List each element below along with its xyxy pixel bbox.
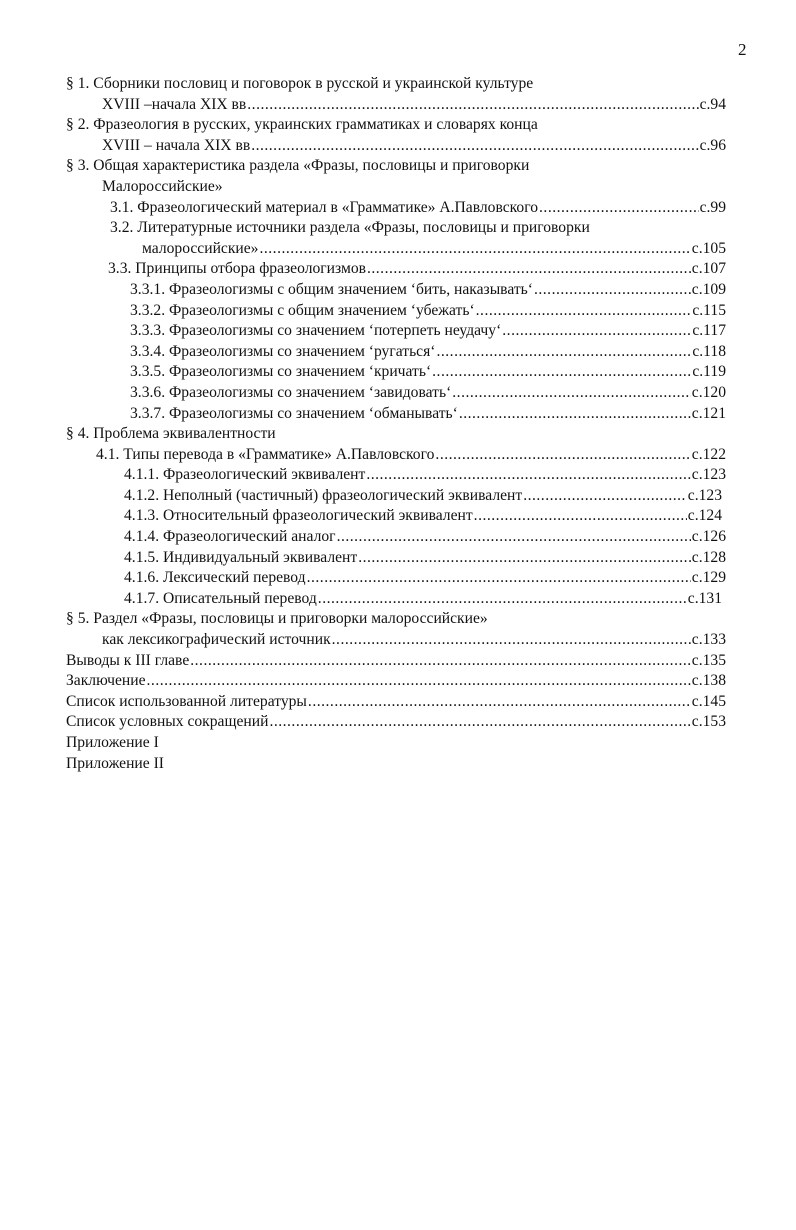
toc-line-4-1-3[interactable]: [0, 506, 796, 527]
toc-line-3-3-5[interactable]: [0, 362, 796, 383]
toc-line-4-1-4[interactable]: [0, 527, 796, 548]
toc-entry-text: 3.3.2. Фразеологизмы с общим значением ‘убежать‘: [130, 301, 475, 319]
toc-entry-page: с.105: [691, 239, 726, 257]
dot-leader: [259, 239, 690, 260]
toc-entry-text: 3.2. Литературные источники раздела «Фразы, пословицы и приговорки: [110, 219, 590, 237]
toc-entry-page: с.133: [691, 631, 726, 649]
toc-entry-page: с.135: [691, 651, 726, 669]
toc-entry-text: XVIII –начала XIX вв: [102, 95, 247, 113]
toc-entry-text: 3.3.4. Фразеологизмы со значением ‘ругаться‘: [130, 342, 436, 360]
toc-line-s1-title: [0, 74, 796, 95]
toc-line-abbreviations[interactable]: [0, 712, 796, 733]
table-of-contents: [0, 74, 796, 774]
toc-line-s5[interactable]: [0, 630, 796, 651]
toc-entry-page: с.99: [699, 198, 726, 216]
toc-entry-page: с.96: [699, 136, 726, 154]
toc-line-4-1-1[interactable]: [0, 465, 796, 486]
toc-entry-page: с.129: [691, 569, 726, 587]
dot-leader: [269, 712, 690, 733]
toc-entry-page: с.109: [691, 280, 726, 298]
toc-entry-text: 3.3.1. Фразеологизмы с общим значением ‘бить, наказывать‘: [130, 280, 533, 298]
toc-line-3-3-2[interactable]: [0, 301, 796, 322]
toc-entry-text: 3.1. Фразеологический материал в «Грамматике» А.Павловского: [110, 198, 539, 216]
toc-entry-text: 3.3.7. Фразеологизмы со значением ‘обманывать‘: [130, 404, 458, 422]
toc-entry-text: Список условных сокращений: [66, 713, 269, 731]
toc-entry-text: 3.3. Принципы отбора фразеологизмов: [108, 260, 366, 278]
dot-leader: [367, 259, 691, 280]
dot-leader: [432, 362, 691, 383]
dot-leader: [332, 630, 691, 651]
toc-line-4-1-7[interactable]: [0, 589, 796, 610]
toc-line-s2-title: [0, 115, 796, 136]
toc-line-s4[interactable]: [0, 424, 796, 445]
dot-leader: [539, 198, 699, 219]
toc-line-4-1-5[interactable]: [0, 548, 796, 569]
dot-leader: [435, 445, 690, 466]
toc-entry-text: малороссийские»: [142, 239, 259, 257]
toc-line-4-1-2[interactable]: [0, 486, 796, 507]
toc-line-s1[interactable]: [0, 95, 796, 116]
toc-entry-page: с.123: [687, 486, 722, 504]
dot-leader: [474, 506, 687, 527]
toc-entry-text: § 1. Сборники пословиц и поговорок в русской и украинской культуре: [66, 75, 534, 92]
toc-line-conclusions-3[interactable]: [0, 651, 796, 672]
toc-line-s3-title-cont[interactable]: [0, 177, 796, 198]
toc-line-conclusion[interactable]: [0, 671, 796, 692]
toc-entry-text: 4.1. Типы перевода в «Грамматике» А.Павловского: [96, 445, 435, 463]
dot-leader: [318, 589, 687, 610]
toc-entry-page: с.94: [699, 95, 726, 113]
toc-entry-text: Приложение I: [66, 734, 159, 751]
dot-leader: [251, 136, 698, 157]
dot-leader: [366, 465, 690, 486]
toc-entry-page: с.121: [691, 404, 726, 422]
toc-entry-page: с.145: [691, 692, 726, 710]
page-number: 2: [738, 40, 747, 59]
dot-leader: [247, 95, 698, 116]
dot-leader: [436, 342, 691, 363]
dot-leader: [307, 568, 691, 589]
toc-line-appendix-2[interactable]: [0, 754, 796, 775]
toc-line-4-1-6[interactable]: [0, 568, 796, 589]
toc-entry-text: 4.1.3. Относительный фразеологический эквивалент: [124, 507, 473, 525]
toc-line-3-3-6[interactable]: [0, 383, 796, 404]
toc-entry-page: с.124: [687, 507, 722, 525]
toc-line-3-3-3[interactable]: [0, 321, 796, 342]
toc-line-3-3[interactable]: [0, 259, 796, 280]
toc-entry-text: Малороссийские»: [102, 177, 223, 195]
toc-entry-text: как лексикографический источник: [102, 631, 331, 649]
dot-leader: [147, 671, 691, 692]
toc-entry-text: Приложение II: [66, 754, 164, 772]
toc-entry-page: с.131: [687, 589, 722, 607]
toc-entry-page: с.138: [691, 672, 726, 690]
toc-entry-page: с.153: [691, 713, 726, 731]
toc-line-bibliography[interactable]: [0, 692, 796, 713]
toc-entry-page: с.128: [691, 548, 726, 566]
toc-entry-text: § 4. Проблема эквивалентности: [66, 425, 276, 443]
toc-entry-page: с.115: [692, 301, 726, 319]
dot-leader: [502, 321, 691, 342]
dot-leader: [523, 486, 687, 507]
toc-entry-text: 4.1.2. Неполный (частичный) фразеологический эквивалент: [124, 486, 523, 504]
dot-leader: [358, 548, 691, 569]
toc-entry-text: 4.1.6. Лексический перевод: [124, 569, 306, 587]
toc-entry-text: Заключение: [66, 672, 146, 690]
toc-entry-text: Выводы к III главе: [66, 651, 190, 669]
toc-entry-text: 3.3.6. Фразеологизмы со значением ‘завидовать‘: [130, 383, 452, 401]
toc-entry-text: § 3. Общая характеристика раздела «Фразы, пословицы и приговорки: [66, 157, 530, 175]
toc-line-3-2[interactable]: [0, 239, 796, 260]
dot-leader: [476, 301, 692, 322]
toc-line-3-3-1[interactable]: [0, 280, 796, 301]
toc-line-appendix-1[interactable]: [0, 733, 796, 754]
dot-leader: [337, 527, 691, 548]
toc-entry-text: 4.1.1. Фразеологический эквивалент: [124, 466, 366, 484]
toc-line-3-3-4[interactable]: [0, 342, 796, 363]
toc-entry-text: § 2. Фразеология в русских, украинских грамматиках и словарях конца: [66, 116, 538, 134]
toc-entry-page: с.122: [691, 445, 726, 463]
toc-entry-page: с.120: [691, 383, 726, 401]
toc-line-s2[interactable]: [0, 136, 796, 157]
toc-line-s3-title: [0, 156, 796, 177]
dot-leader: [452, 383, 691, 404]
toc-line-3-3-7[interactable]: [0, 404, 796, 425]
toc-entry-text: Список использованной литературы: [66, 692, 307, 710]
toc-entry-text: XVIII – начала XIX вв: [102, 136, 251, 154]
dot-leader: [459, 404, 691, 425]
toc-entry-page: с.123: [691, 466, 726, 484]
toc-entry-page: с.119: [692, 363, 726, 381]
toc-entry-text: 4.1.4. Фразеологический аналог: [124, 528, 336, 546]
toc-line-4-1[interactable]: [0, 445, 796, 466]
toc-entry-text: 4.1.7. Описательный перевод: [124, 589, 317, 607]
toc-line-3-1[interactable]: [0, 198, 796, 219]
toc-entry-text: 4.1.5. Индивидуальный эквивалент: [124, 548, 358, 566]
toc-entry-text: § 5. Раздел «Фразы, пословицы и приговорки малороссийские»: [66, 610, 488, 628]
toc-entry-text: 3.3.3. Фразеологизмы со значением ‘потерпеть неудачу‘: [130, 322, 502, 340]
toc-entry-page: с.126: [691, 528, 726, 546]
dot-leader: [190, 651, 691, 672]
dot-leader: [534, 280, 691, 301]
toc-entry-page: с.118: [692, 342, 726, 360]
toc-entry-page: с.107: [691, 260, 726, 278]
toc-line-3-2-title: [0, 218, 796, 239]
dot-leader: [308, 692, 691, 713]
toc-entry-page: с.117: [692, 322, 726, 340]
toc-entry-text: 3.3.5. Фразеологизмы со значением ‘кричать‘: [130, 363, 432, 381]
toc-line-s5-title: [0, 609, 796, 630]
